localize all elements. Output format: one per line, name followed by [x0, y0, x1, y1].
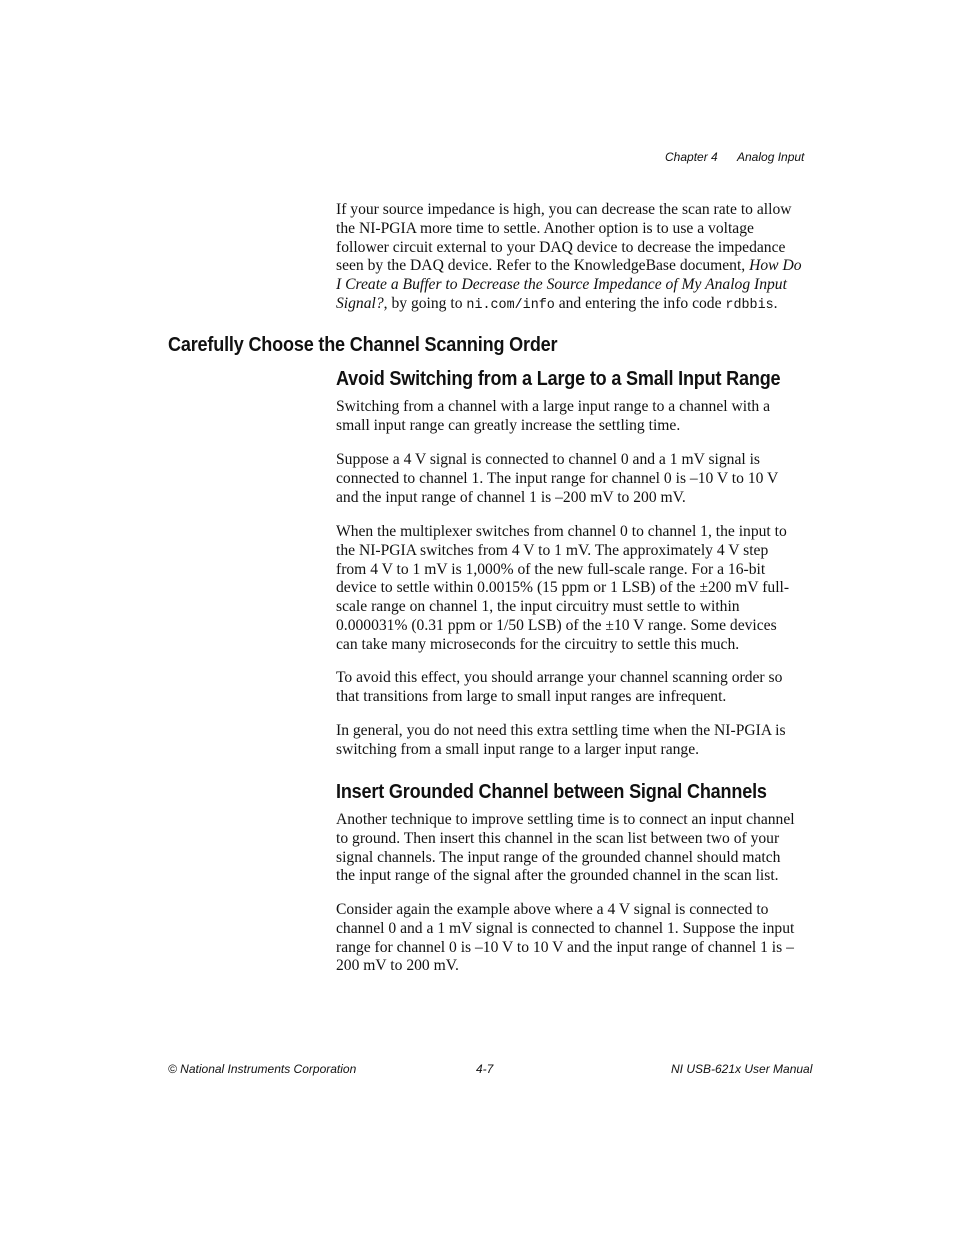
subsection2-paragraph-1	[336, 811, 802, 886]
intro-text-1: If your source impedance is high, you can decrease the scan rate to allow the NI-PGIA more time to settle. Another option is to use a voltage follower circuit external to your DAQ device to decrease the impedance seen by the DAQ device. Refer to the KnowledgeBase document,	[336, 201, 792, 275]
info-code: rdbbis	[725, 297, 774, 313]
subsection1-paragraph-4	[336, 669, 802, 707]
footer-manual-title: NI USB-621x User Manual	[671, 1062, 813, 1076]
paragraph: Suppose a 4 V signal is connected to channel 0 and a 1 mV signal is connected to channel 1. The input range for channel 0 is –10 V to 10 V and the input range of channel 1 is –200 mV to 200 mV.	[336, 451, 779, 506]
paragraph: Another technique to improve settling time is to connect an input channel to ground. Then insert this channel in the scan list between two of your signal channels. The input range of the grounded channel should match the input range of the signal after the grounded channel in the scan list.	[336, 811, 795, 885]
intro-paragraph	[336, 201, 802, 316]
subsection1-paragraph-1	[336, 398, 802, 436]
subsection-heading-avoid-switching: Avoid Switching from a Large to a Small Input Range	[336, 367, 781, 390]
intro-text-4: .	[773, 294, 778, 312]
subsection1-paragraph-3	[336, 523, 802, 655]
subsection1-paragraph-5	[336, 722, 802, 760]
intro-text-3: and entering the info code	[554, 294, 726, 312]
intro-text-2: , by going to	[383, 294, 467, 312]
paragraph: In general, you do not need this extra settling time when the NI-PGIA is switching from a small input range to a larger input range.	[336, 722, 786, 758]
subsection-heading-insert-grounded-channel: Insert Grounded Channel between Signal Channels	[336, 780, 767, 803]
subsection2-paragraph-2	[336, 901, 802, 976]
footer-copyright: © National Instruments Corporation	[168, 1062, 357, 1076]
paragraph: To avoid this effect, you should arrange your channel scanning order so that transitions from large to small input ranges are infrequent.	[336, 669, 783, 705]
subsection1-paragraph-2	[336, 451, 802, 507]
footer-page-number: 4-7	[476, 1062, 494, 1076]
paragraph: Consider again the example above where a 4 V signal is connected to channel 0 and a 1 mV signal is connected to channel 1. Suppose the input range for channel 0 is –10 V to 10 V and the input range of channel 1 is –200 mV to 200 mV.	[336, 901, 795, 975]
paragraph: Switching from a channel with a large input range to a channel with a small input range can greatly increase the settling time.	[336, 398, 771, 434]
header-section: Analog Input	[737, 150, 805, 164]
info-url: ni.com/info	[466, 297, 555, 313]
header-chapter: Chapter 4	[665, 150, 718, 164]
paragraph: When the multiplexer switches from channel 0 to channel 1, the input to the NI-PGIA switches from 4 V to 1 mV. The approximately 4 V step from 4 V to 1 mV is 1,000% of the new full-scale range. For a 16-bit device to settle within 0.0015% (15 ppm or 1 LSB) of the ±200 mV full-scale range on channel 1, the input circuitry must settle to within 0.000031% (0.31 ppm or 1/50 LSB) of the ±10 V range. Some devices can take many microseconds for the circuitry to settle this much.	[336, 523, 790, 653]
section-heading: Carefully Choose the Channel Scanning Order	[168, 333, 558, 356]
knowledgebase-document-title: How Do I Create a Buffer to Decrease the Source Impedance of My Analog Input Signal?	[336, 257, 802, 312]
